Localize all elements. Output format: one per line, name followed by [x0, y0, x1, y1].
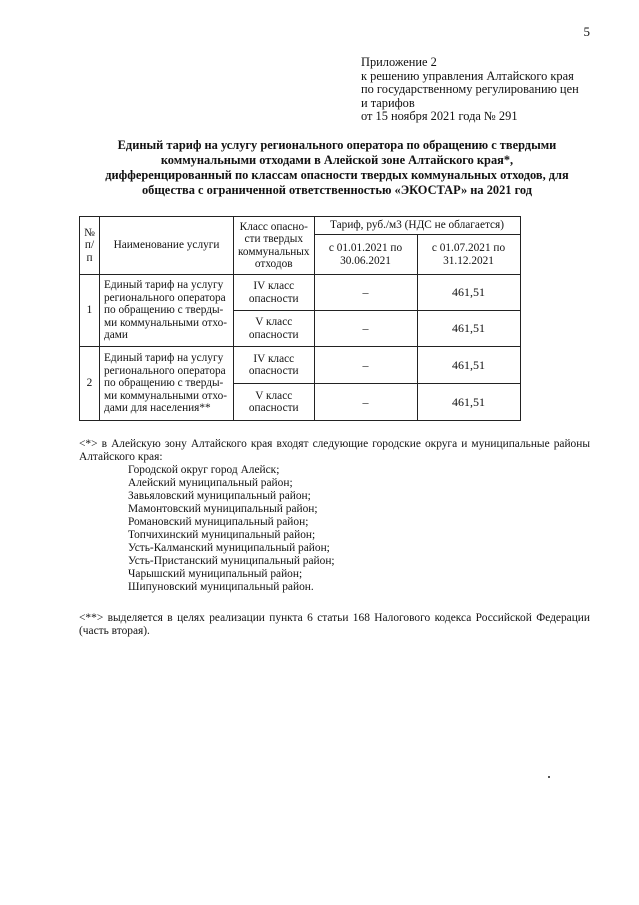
- header-class-line: коммунальных: [238, 245, 310, 258]
- hazard-class-line: опасности: [248, 365, 299, 377]
- footnote-zone: <*> в Алейскую зону Алтайского края входят следующие городские округа и муниципальные районы Алтайского края:: [79, 438, 590, 463]
- row-number: 1: [80, 275, 100, 347]
- list-item: Шипуновский муниципальный район.: [128, 581, 314, 593]
- tariff-period-1: –: [314, 275, 417, 311]
- title-line: дифференцированный по классам опасности твердых коммунальных отходов, для: [105, 168, 569, 182]
- appendix-line: по государственному регулированию цен: [361, 82, 579, 96]
- header-name: Наименование услуги: [100, 217, 234, 275]
- row-number: 2: [80, 347, 100, 421]
- list-item: Топчихинский муниципальный район;: [128, 529, 316, 541]
- header-tariff: Тариф, руб./м3 (НДС не облагается): [314, 217, 520, 235]
- appendix-header: [361, 56, 579, 124]
- header-period-1: [314, 235, 417, 275]
- hazard-class-line: V класс: [255, 316, 293, 328]
- header-class-line: отходов: [254, 258, 293, 270]
- tariff-period-2: 461,51: [417, 311, 520, 347]
- list-item: Романовский муниципальный район;: [128, 516, 309, 528]
- document-title: [72, 138, 602, 198]
- header-period-line: с 01.07.2021 по: [431, 242, 506, 254]
- service-name-line: дами для населения**: [104, 402, 211, 415]
- tariff-period-1: –: [314, 311, 417, 347]
- service-name-line: Единый тариф на услугу: [104, 352, 224, 365]
- list-item: Завьяловский муниципальный район;: [128, 490, 311, 502]
- title-line: общества с ограниченной ответственностью «ЭКОСТАР» на 2021 год: [141, 183, 533, 197]
- header-period-line: 30.06.2021: [340, 254, 391, 267]
- tariff-period-2: 461,51: [417, 275, 520, 311]
- zone-list: [128, 464, 590, 594]
- list-item: Алейский муниципальный район;: [128, 477, 293, 489]
- service-name-line: дами: [104, 329, 128, 342]
- hazard-class-line: опасности: [248, 292, 299, 305]
- list-item: Чарышский муниципальный район;: [128, 568, 303, 580]
- title-line: коммунальными отходами в Алейской зоне Алтайского края*,: [160, 153, 514, 167]
- title-line: Единый тариф на услугу регионального оператора по обращению с твердыми: [117, 138, 557, 152]
- service-name-line: по обращению с тверды-: [104, 377, 224, 390]
- appendix-line: к решению управления Алтайского края: [361, 68, 574, 83]
- hazard-class-line: IV класс: [253, 280, 295, 292]
- service-name-line: по обращению с тверды-: [104, 304, 224, 317]
- hazard-class-line: опасности: [248, 402, 299, 414]
- table-header-row: [80, 217, 521, 235]
- header-class-line: сти твердых: [244, 233, 304, 245]
- list-item: Усть-Калманский муниципальный район;: [128, 542, 330, 554]
- tariff-period-2: 461,51: [417, 347, 520, 384]
- footnote-population: <**> выделяется в целях реализации пункта 6 статьи 168 Налогового кодекса Российской Федерации (часть вторая).: [79, 612, 590, 637]
- service-name-line: ми коммунальными отхо-: [104, 389, 227, 402]
- appendix-line: и тарифов: [361, 95, 415, 110]
- service-name-line: регионального оператора: [104, 291, 226, 304]
- service-name: [100, 347, 234, 421]
- header-class-line: Класс опасно-: [239, 220, 308, 233]
- tariff-table: [79, 216, 521, 421]
- hazard-class: [234, 347, 315, 384]
- hazard-class: [234, 311, 315, 347]
- hazard-class: [234, 275, 315, 311]
- hazard-class-line: V класс: [255, 389, 293, 402]
- list-item: Городской округ город Алейск;: [128, 464, 280, 476]
- service-name: [100, 275, 234, 347]
- hazard-class: [234, 384, 315, 421]
- header-period-line: 31.12.2021: [443, 254, 494, 267]
- header-num: № п/п: [80, 217, 100, 275]
- list-item: Усть-Пристанский муниципальный район;: [128, 555, 335, 567]
- header-period-2: [417, 235, 520, 275]
- table-row: [80, 275, 521, 311]
- scan-speck: [548, 776, 550, 778]
- table-row: [80, 347, 521, 384]
- header-period-line: с 01.01.2021 по: [328, 242, 403, 254]
- appendix-line: Приложение 2: [361, 55, 437, 69]
- page-number: 5: [583, 24, 590, 39]
- hazard-class-line: IV класс: [253, 352, 295, 365]
- tariff-period-1: –: [314, 384, 417, 421]
- hazard-class-line: опасности: [248, 328, 299, 341]
- service-name-line: Единый тариф на услугу: [104, 279, 224, 292]
- list-item: Мамонтовский муниципальный район;: [128, 503, 318, 515]
- header-hazard-class: [234, 217, 315, 275]
- service-name-line: регионального оператора: [104, 364, 226, 377]
- tariff-period-1: –: [314, 347, 417, 384]
- service-name-line: ми коммунальными отхо-: [104, 316, 227, 329]
- tariff-period-2: 461,51: [417, 384, 520, 421]
- footnotes: [79, 438, 590, 638]
- appendix-line: от 15 ноября 2021 года № 291: [361, 109, 518, 123]
